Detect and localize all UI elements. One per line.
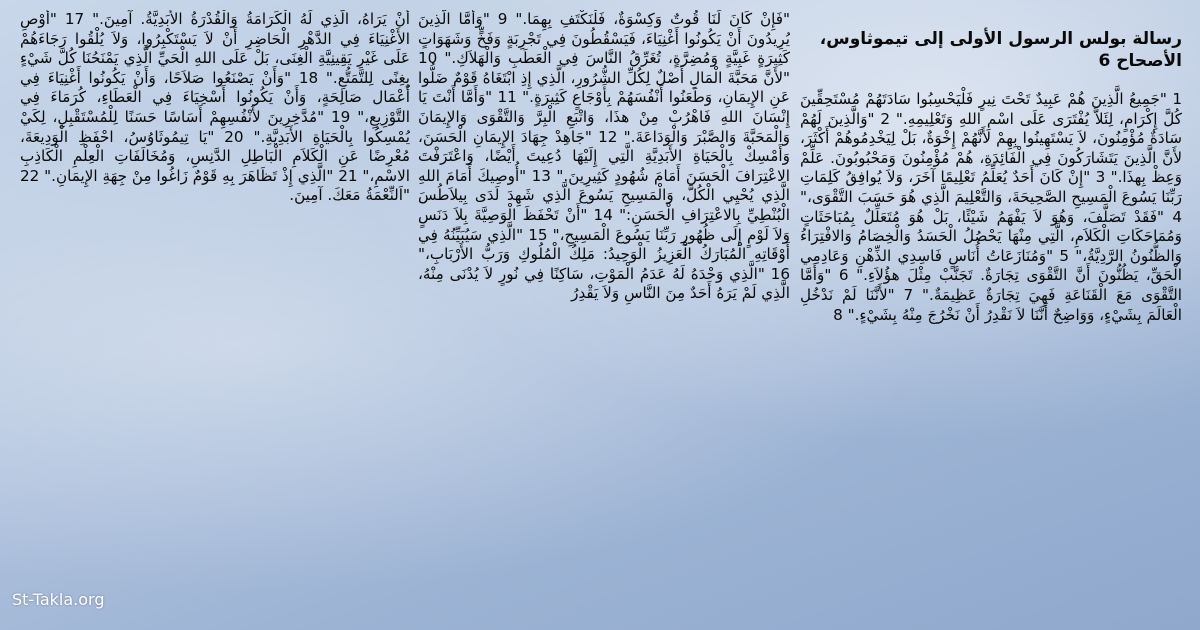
verses-8-16: "فَإِنْ كَانَ لَنَا قُوتٌ وَكِسْوَةٌ، فَلْنَكْتَفِ بِهِمَا." 9 "وَأَمَّا الَّذِينَ يُرِيدُونَ أَنْ يَكُونُوا أَغْنِيَاءَ، فَيَسْقُطُونَ فِي تَجْرِبَةٍ وَفَخٍّ وَشَهَوَاتٍ كَثِيرَةٍ غَبِيَّةٍ وَمُضِرَّةٍ، تُغَرِّقُ النَّاسَ فِي الْعَطَبِ وَالْهَلاَكِ." 10 "لأَنَّ مَحَبَّةَ الْمَالِ أَصْلٌ لِكُلِّ الشُّرُورِ، الَّذِي إِذِ ابْتَغَاهُ قَوْمٌ ضَلُّوا عَنِ الإِيمَانِ، وَطَعَنُوا أَنْفُسَهُمْ بِأَوْجَاعٍ كَثِيرَةٍ." 11 "وَأَمَّا أَنْتَ يَا إِنْسَانَ اللهِ فَاهْرُبْ مِنْ هذَا، وَاتْبَعِ الْبِرَّ وَالتَّقْوَى وَالإِيمَانَ وَالْمَحَبَّةَ وَالصَّبْرَ وَالْوَدَاعَةَ." 12 "جَاهِدْ جِهَادَ الإِيمَانِ الْحَسَنَ، وَأَمْسِكْ بِالْحَيَاةِ الأَبَدِيَّةِ الَّتِي إِلَيْهَا دُعِيتَ أَيْضًا، وَاعْتَرَفْتَ الاعْتِرَافَ الْحَسَنَ أَمَامَ شُهُودٍ كَثِيرِينَ." 13 "أُوصِيكَ أَمَامَ اللهِ الَّذِي يُحْيِي الْكُلَّ، وَالْمَسِيحِ يَسُوعَ الَّذِي شَهِدَ لَدَى بِيلاَطُسَ الْبُنْطِيِّ بِالاعْتِرَافِ الْحَسَنِ:" 14 "أَنْ تَحْفَظَ الْوَصِيَّةَ بِلاَ دَنَسٍ وَلاَ لَوْمٍ إِلَى ظُهُورِ رَبِّنَا يَسُوعَ الْمَسِيحِ،" 15 "الَّذِي سَيُبَيِّنُهُ فِي أَوْقَاتِهِ الْمُبَارَكُ الْعَزِيزُ الْوَحِيدُ: مَلِكُ الْمُلُوكِ وَرَبُّ الأَرْبَابِ،" 16 "الَّذِي وَحْدَهُ لَهُ عَدَمُ الْمَوْتِ، سَاكِنًا فِي نُورٍ لاَ يُدْنَى مِنْهُ، الَّذِي لَمْ يَرَهُ أَحَدٌ مِنَ النَّاسِ وَلاَ يَقْدِرُ <box>418 10 790 303</box>
column-left <box>20 10 410 620</box>
verses-1-8: 1 "جَمِيعُ الَّذِينَ هُمْ عَبِيدٌ تَحْتَ نِيرٍ فَلْيَحْسِبُوا سَادَتَهُمْ مُسْتَحِقِّينَ كُلَّ إِكْرَامٍ، لِئَلاَّ يُفْتَرَى عَلَى اسْمِ اللهِ وَتَعْلِيمِهِ." 2 "وَالَّذِينَ لَهُمْ سَادَةٌ مُؤْمِنُونَ، لاَ يَسْتَهِينُوا بِهِمْ لأَنَّهُمْ إِخْوَةٌ، بَلْ لِيَخْدِمُوهُمْ أَكْثَرَ، لأَنَّ الَّذِينَ يَتَشَارَكُونَ فِي الْفَائِدَةِ، هُمْ مُؤْمِنُونَ وَمَحْبُوبُونَ. عَلِّمْ وَعِظْ بِهذَا." 3 "إِنْ كَانَ أَحَدٌ يُعَلِّمُ تَعْلِيمًا آخَرَ، وَلاَ يُوافِقُ كَلِمَاتِ رَبِّنَا يَسُوعَ الْمَسِيحِ الصَّحِيحَةَ، وَالتَّعْلِيمَ الَّذِي هُوَ حَسَبَ التَّقْوَى،" 4 "فَقَدْ تَصَلَّفَ، وَهُوَ لاَ يَفْهَمُ شَيْئًا، بَلْ هُوَ مُتَعَلِّلٌ بِمُبَاحَثَاتٍ وَمُمَاحَكَاتِ الْكَلاَمِ، الَّتِي مِنْهَا يَحْصُلُ الْحَسَدُ وَالْخِصَامُ وَالافْتِرَاءُ وَالظُّنُونُ الرَّدِيَّةُ،" 5 "وَمُنَازَعَاتُ أُنَاسٍ فَاسِدِي الذِّهْنِ وَعَادِمِي الْحَقِّ، يَظُنُّونَ أَنَّ التَّقْوَى تِجَارَةٌ. تَجَنَّبْ مِثْلَ هؤُلاَءِ." 6 "وَأَمَّا التَّقْوَى مَعَ الْقَنَاعَةِ فَهِيَ تِجَارَةٌ عَظِيمَةٌ." 7 "لأَنَّنَا لَمْ نَدْخُلِ الْعَالَمَ بِشَيْءٍ، وَوَاضِحٌ أَنَّنَا لاَ نَقْدِرُ أَنْ نَخْرُجَ مِنْهُ بِشَيْءٍ." 8 <box>800 90 1182 324</box>
column-right <box>800 10 1182 620</box>
column-middle <box>418 10 790 620</box>
verses-16-22: أَنْ يَرَاهُ، الَّذِي لَهُ الْكَرَامَةُ وَالْقُدْرَةُ الأَبَدِيَّةُ. آمِينَ." 17 "أَوْصِ الأَغْنِيَاءَ فِي الدَّهْرِ الْحَاضِرِ أَنْ لاَ يَسْتَكْبِرُوا، وَلاَ يُلْقُوا رَجَاءَهُمْ عَلَى غَيْرِ يَقِينِيَّةِ الْغِنَى، بَلْ عَلَى اللهِ الْحَيِّ الَّذِي يَمْنَحُنَا كُلَّ شَيْءٍ بِغِنًى لِلتَّمَتُّعِ." 18 "وَأَنْ يَصْنَعُوا صَلاَحًا، وَأَنْ يَكُونُوا أَغْنِيَاءَ فِي أَعْمَال صَالِحَةٍ، وَأَنْ يَكُونُوا أَسْخِيَاءَ فِي الْعَطَاءِ، كُرَمَاءَ فِي التَّوْزِيعِ،" 19 "مُدَّخِرِينَ لأَنْفُسِهِمْ أَسَاسًا حَسَنًا لِلْمُسْتَقْبِلِ، لِكَيْ يُمْسِكُوا بِالْحَيَاةِ الأَبَدِيَّةِ." 20 "يَا تِيمُوثَاوُسُ، احْفَظِ الْوَدِيعَةَ، مُعْرِضًا عَنِ الْكَلاَمِ الْبَاطِلِ الدَّنِسِ، وَمُخَالَفَاتِ الْعِلْمِ الْكَاذِبِ الاسْمِ،" 21 "الَّذِي إِذْ تَظَاهَرَ بِهِ قَوْمٌ زَاغُوا مِنْ جِهَةِ الإِيمَانِ." 22 "اَلنِّعْمَةُ مَعَكَ. آمِينَ. <box>20 10 410 205</box>
page-title: رسالة بولس الرسول الأولى إلى تيموثاوس، الأصحاح 6 <box>819 29 1182 71</box>
site-watermark: St-Takla.org <box>12 590 105 609</box>
